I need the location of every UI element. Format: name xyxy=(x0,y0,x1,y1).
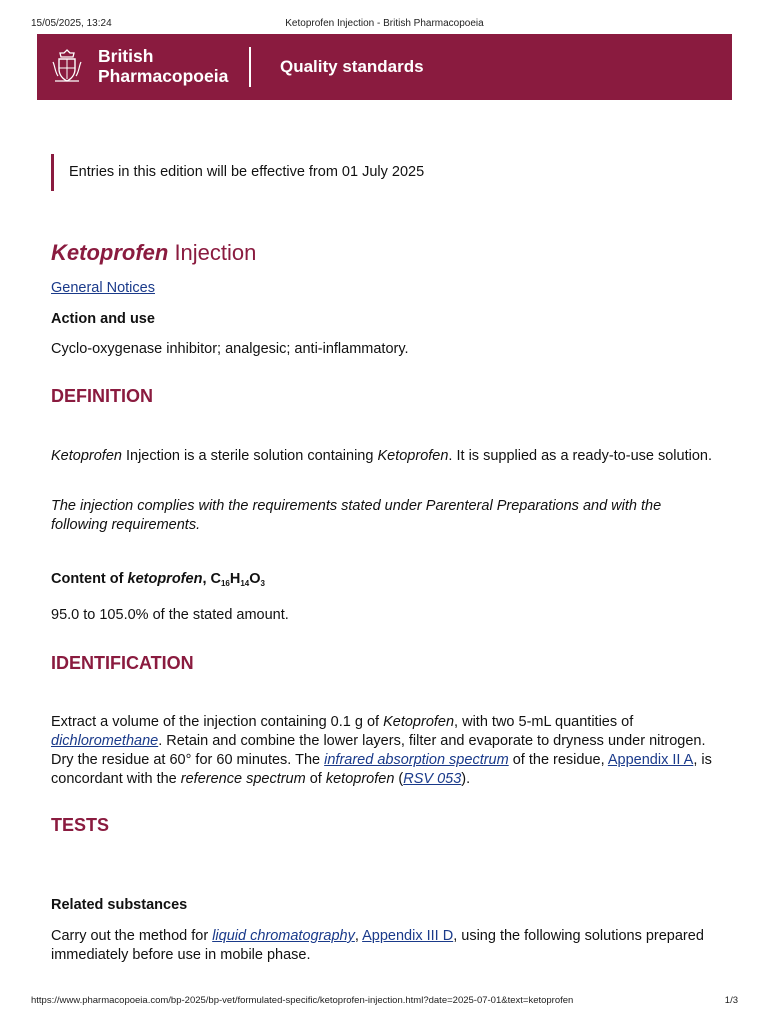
title-italic: Ketoprofen xyxy=(51,240,169,265)
infrared-spectrum-link[interactable]: infrared absorption spectrum xyxy=(324,752,509,768)
content-italic: ketoprofen xyxy=(127,571,203,587)
formula-sub-3: 3 xyxy=(260,579,265,588)
formula-sub-16: 16 xyxy=(220,579,230,588)
id-text-8: ). xyxy=(461,771,471,787)
id-text-4: of the residue, xyxy=(508,752,608,768)
formula-o: O xyxy=(249,571,261,587)
content-range: 95.0 to 105.0% of the stated amount. xyxy=(51,607,289,623)
identification-paragraph xyxy=(51,713,716,789)
id-text-6: of xyxy=(305,771,326,787)
effective-date-notice xyxy=(51,154,425,191)
content-heading xyxy=(51,570,716,589)
quality-standards-title: Quality standards xyxy=(280,57,424,76)
site-banner xyxy=(37,34,732,100)
print-page-number: 1/3 xyxy=(724,995,738,1006)
rsv-053-link[interactable]: RSV 053 xyxy=(403,771,462,787)
id-text-3: . Retain and combine the lower layers, filter and evaporate to dryness under nitrogen. Dry the residue at 60° for 60 minutes. The xyxy=(51,733,706,768)
formula-c: , C xyxy=(202,571,221,587)
banner-divider xyxy=(249,47,251,87)
title-rest: Injection xyxy=(168,240,257,265)
brand-logo-text[interactable] xyxy=(98,46,228,86)
action-and-use-heading: Action and use xyxy=(51,311,155,327)
id-text-5: , is concordant with the xyxy=(51,752,712,787)
definition-paragraph xyxy=(51,447,716,466)
action-and-use-text: Cyclo-oxygenase inhibitor; analgesic; anti-inflammatory. xyxy=(51,341,409,357)
related-substances-paragraph xyxy=(51,927,716,965)
appendix-iii-d-link[interactable]: Appendix III D xyxy=(362,928,454,944)
tests-heading: TESTS xyxy=(51,815,110,835)
id-text-2: , with two 5-mL quantities of xyxy=(454,714,634,730)
definition-heading: DEFINITION xyxy=(51,386,153,406)
related-substances-heading: Related substances xyxy=(51,897,188,913)
brand-line-1: British xyxy=(98,46,154,66)
notice-text: Entries in this edition will be effective from 01 July 2025 xyxy=(69,164,425,180)
appendix-ii-a-link[interactable]: Appendix II A xyxy=(607,752,694,768)
tests-text-1: Carry out the method for xyxy=(51,928,213,944)
print-footer xyxy=(31,995,738,1007)
print-title: Ketoprofen Injection - British Pharmacopoeia xyxy=(285,18,484,29)
liquid-chromatography-link[interactable]: liquid chromatography xyxy=(212,928,355,944)
ketoprofen-italic: Ketoprofen xyxy=(377,448,449,464)
content-label: Content of xyxy=(51,571,128,587)
definition-text-1: Injection is a sterile solution containing xyxy=(121,448,378,464)
print-datetime: 15/05/2025, 13:24 xyxy=(31,18,112,29)
reference-spectrum-italic: reference spectrum xyxy=(180,771,306,787)
definition-text-2: . It is supplied as a ready-to-use solution. xyxy=(448,448,712,464)
print-url: https://www.pharmacopoeia.com/bp-2025/bp-vet/formulated-specific/ketoprofen-injection.html?date=2025-07-01&text=ketoprofen xyxy=(31,995,574,1006)
ketoprofen-italic: Ketoprofen xyxy=(51,448,122,464)
id-text-1: Extract a volume of the injection containing 0.1 g of xyxy=(51,714,384,730)
general-notices-link[interactable]: General Notices xyxy=(51,280,155,296)
page-title xyxy=(51,240,716,266)
tests-text-2: , xyxy=(354,928,363,944)
identification-heading: IDENTIFICATION xyxy=(51,653,194,673)
general-notices-row xyxy=(51,279,716,298)
formula-h: H xyxy=(229,571,241,587)
brand-line-2: Pharmacopoeia xyxy=(98,66,229,86)
dichloromethane-link[interactable]: dichloromethane xyxy=(51,733,159,749)
ketoprofen-italic: ketoprofen xyxy=(325,771,395,787)
id-text-7: ( xyxy=(394,771,404,787)
compliance-statement: The injection complies with the requirements stated under Parenteral Preparations and with the following requirements. xyxy=(51,498,662,533)
print-header xyxy=(31,18,738,30)
formula-sub-14: 14 xyxy=(240,579,250,588)
tests-text-3: , using the following solutions prepared immediately before use in mobile phase. xyxy=(51,928,704,963)
royal-crest-icon[interactable] xyxy=(51,48,83,84)
ketoprofen-italic: Ketoprofen xyxy=(383,714,455,730)
